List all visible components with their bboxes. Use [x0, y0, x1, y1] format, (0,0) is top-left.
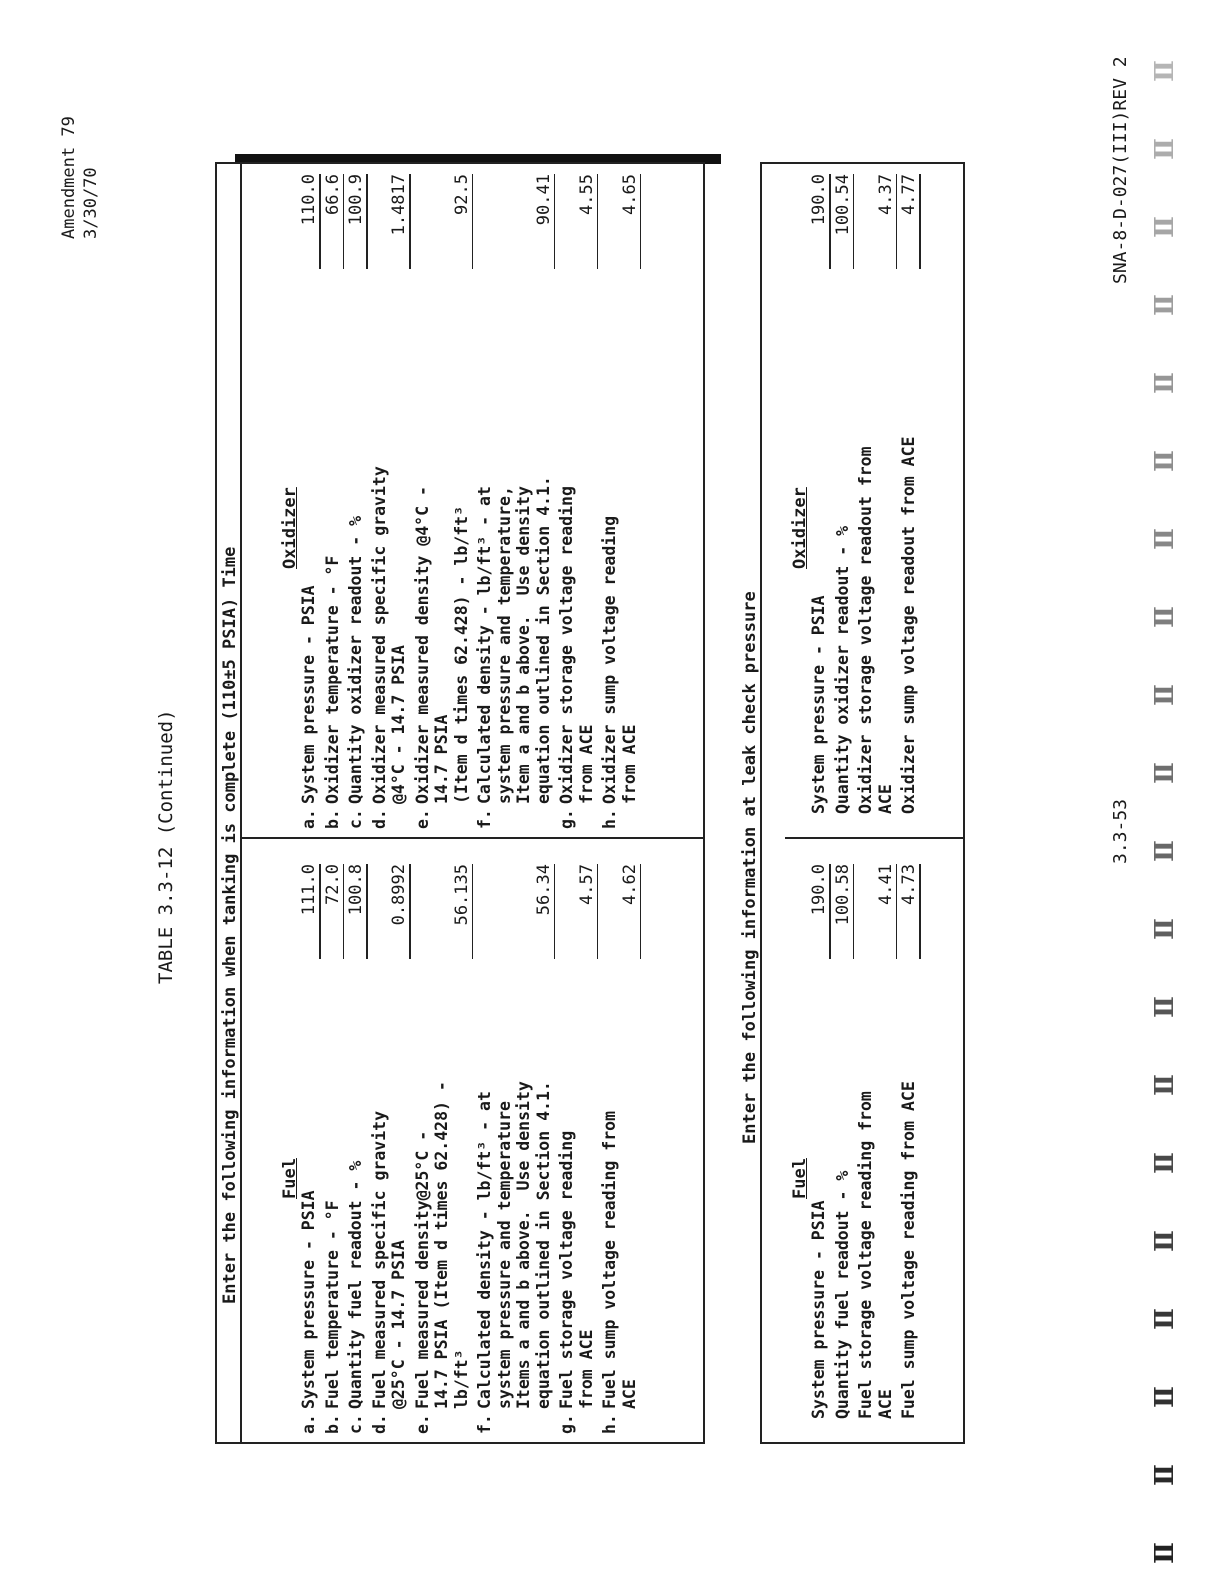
item-label-line: Quantity fuel readout - %	[832, 1170, 852, 1419]
item-label-line: System pressure - PSIA	[809, 595, 828, 814]
item-label-line: Calculated density - lb/ft³ - at	[475, 486, 494, 804]
table1-bottom-border	[703, 164, 705, 1444]
value-underline	[896, 174, 898, 269]
item-value: 4.73	[899, 864, 919, 905]
item-label-line: Items a and b above. Use density	[514, 1081, 533, 1409]
binder-mark: Ⅱ	[1150, 138, 1180, 160]
binder-mark: Ⅱ	[1150, 684, 1180, 706]
item-label-line: Quantity fuel readout - %	[346, 1160, 365, 1409]
section1-banner: Enter the following information when tanking is complete (110±5 PSIA) Time	[220, 546, 240, 1304]
value-underline	[853, 864, 855, 959]
amendment-date: 3/30/70	[81, 167, 101, 239]
item-label-line: ACE	[875, 1389, 895, 1419]
item-label-line: system pressure and temperature	[494, 1101, 514, 1409]
item-letter: g.	[557, 809, 576, 829]
table1-left-border	[215, 1442, 705, 1444]
table2-center-divider	[785, 837, 965, 839]
item-label-line: system pressure and temperature,	[494, 486, 514, 804]
value-underline	[554, 864, 556, 959]
item-letter: g.	[557, 1414, 576, 1434]
section2-banner: Enter the following information at leak check pressure	[740, 591, 760, 1144]
item-letter: d.	[369, 809, 389, 829]
value-underline	[640, 174, 642, 269]
value-underline	[919, 174, 921, 269]
item-value: 4.62	[619, 864, 640, 905]
value-underline	[366, 174, 368, 269]
table1-banner-rule	[240, 164, 242, 1444]
item-value: 100.8	[346, 864, 366, 916]
item-label-line: Calculated density - lb/ft³ - at	[475, 1091, 494, 1409]
table1-center-divider	[240, 837, 705, 839]
value-underline	[409, 174, 411, 269]
item-value: 4.65	[619, 174, 640, 215]
value-underline	[896, 864, 898, 959]
item-value: 100.9	[346, 174, 366, 226]
item-letter: a.	[299, 809, 318, 829]
binder-mark: Ⅱ	[1150, 1542, 1180, 1564]
item-label-line: @25°C - 14.7 PSIA	[389, 1240, 408, 1409]
item-value: 190.0	[809, 864, 829, 916]
item-label-line: System pressure - PSIA	[299, 1190, 318, 1409]
table-title: TABLE 3.3-12 (Continued)	[155, 709, 177, 984]
item-label-line: Fuel sump voltage reading from	[600, 1110, 619, 1409]
item-label-line: 14.7 PSIA	[432, 714, 451, 804]
item-label-line: equation outlined in Section 4.1.	[533, 1081, 553, 1409]
binder-mark: Ⅱ	[1150, 918, 1180, 940]
binder-mark: Ⅱ	[1150, 450, 1180, 472]
item-label-line: ACE	[619, 1379, 639, 1409]
item-label-line: Fuel temperature - °F	[322, 1200, 342, 1409]
item-value: 56.34	[533, 864, 554, 916]
table2-bottom-border	[963, 164, 965, 1444]
item-label-line: Oxidizer storage voltage readout from	[856, 446, 875, 814]
item-value: 56.135	[451, 864, 472, 926]
table1-top-border	[215, 164, 217, 1444]
value-underline	[554, 174, 556, 269]
value-underline	[829, 864, 831, 959]
binder-mark: Ⅱ	[1150, 1464, 1180, 1486]
value-underline	[472, 864, 474, 959]
item-label-line: from ACE	[619, 724, 639, 804]
item-value: 111.0	[299, 864, 319, 916]
item-letter: b.	[322, 1414, 342, 1434]
binder-mark: Ⅱ	[1150, 606, 1180, 628]
item-label-line: lb/ft³	[451, 1349, 471, 1409]
value-underline	[343, 864, 345, 959]
table2-top-border	[760, 164, 762, 1444]
item-label-line: 14.7 PSIA (Item d times 62.428) -	[432, 1081, 451, 1409]
value-underline	[409, 864, 411, 959]
value-underline	[319, 174, 321, 269]
value-underline	[472, 174, 474, 269]
item-label-line: Oxidizer sump voltage reading	[600, 515, 619, 804]
item-value: 4.37	[875, 174, 896, 215]
item-label-line: Fuel measured density@25°C -	[412, 1130, 432, 1409]
binder-mark: Ⅱ	[1150, 1230, 1180, 1252]
amendment-label: Amendment 79	[59, 116, 79, 239]
item-value: 4.57	[576, 864, 597, 905]
value-underline	[597, 174, 599, 269]
item-letter: c.	[346, 1414, 365, 1434]
item-value: 72.0	[322, 864, 343, 905]
item-label-line: Fuel storage voltage reading	[557, 1130, 576, 1409]
binder-mark: Ⅱ	[1150, 1386, 1180, 1408]
binder-mark: Ⅱ	[1150, 1308, 1180, 1330]
value-underline	[640, 864, 642, 959]
item-label-line: equation outlined in Section 4.1.	[533, 476, 553, 804]
section1-fuel-heading: Fuel	[280, 1158, 300, 1199]
item-value: 110.0	[299, 174, 319, 226]
item-value: 66.6	[322, 174, 343, 215]
table2-right-border	[760, 162, 965, 164]
item-value: 1.4817	[389, 174, 409, 236]
binder-mark: Ⅱ	[1150, 372, 1180, 394]
item-letter: c.	[346, 809, 365, 829]
item-label-line: System pressure - PSIA	[299, 585, 318, 804]
table2-left-border	[760, 1442, 965, 1444]
item-letter: d.	[369, 1414, 389, 1434]
page-number: 3.3-53	[1110, 798, 1131, 864]
item-label-line: Fuel storage voltage reading from	[856, 1091, 875, 1419]
binder-marks	[1150, 4, 1190, 1564]
item-value: 190.0	[809, 174, 829, 226]
item-value: 92.5	[451, 174, 472, 215]
value-underline	[829, 174, 831, 269]
section1-oxidizer-heading: Oxidizer	[280, 487, 300, 569]
value-underline	[853, 174, 855, 269]
item-label-line: Quantity oxidizer readout - %	[346, 515, 365, 804]
item-value: 100.54	[832, 174, 853, 236]
item-label-line: from ACE	[576, 724, 596, 804]
item-label-line: System pressure - PSIA	[809, 1200, 828, 1419]
binder-mark: Ⅱ	[1150, 294, 1180, 316]
item-value: 4.55	[576, 174, 597, 215]
binder-mark: Ⅱ	[1150, 840, 1180, 862]
binder-mark: Ⅱ	[1150, 1152, 1180, 1174]
binder-mark: Ⅱ	[1150, 1074, 1180, 1096]
item-label-line: Oxidizer sump voltage readout from ACE	[899, 436, 918, 814]
value-underline	[343, 174, 345, 269]
item-value: 4.77	[899, 174, 919, 215]
item-label-line: from ACE	[576, 1329, 596, 1409]
section2-fuel-heading: Fuel	[790, 1158, 810, 1199]
item-label-line: Item a and b above. Use density	[514, 486, 533, 804]
section2-oxidizer-heading: Oxidizer	[790, 487, 810, 569]
value-underline	[319, 864, 321, 959]
item-label-line: Oxidizer measured specific gravity	[369, 466, 389, 804]
item-letter: a.	[299, 1414, 318, 1434]
binder-mark: Ⅱ	[1150, 528, 1180, 550]
document-id: SNA-8-D-027(III)REV 2	[1110, 56, 1131, 284]
value-underline	[919, 864, 921, 959]
item-label-line: Fuel measured specific gravity	[369, 1110, 389, 1409]
item-letter: h.	[600, 809, 619, 829]
item-label-line: Quantity oxidizer readout - %	[832, 525, 852, 814]
item-label-line: ACE	[875, 784, 895, 814]
item-label-line: (Item d times 62.428) - lb/ft³	[451, 505, 471, 804]
item-letter: b.	[322, 809, 342, 829]
binder-mark: Ⅱ	[1150, 762, 1180, 784]
binder-mark: Ⅱ	[1150, 996, 1180, 1018]
item-label-line: Oxidizer temperature - °F	[322, 555, 342, 804]
item-value: 0.8992	[389, 864, 409, 926]
item-value: 90.41	[533, 174, 554, 226]
binder-mark: Ⅱ	[1150, 60, 1180, 82]
item-label-line: @4°C - 14.7 PSIA	[389, 645, 408, 804]
item-value: 4.41	[875, 864, 896, 905]
item-letter: f.	[475, 809, 494, 829]
item-value: 100.58	[832, 864, 853, 926]
binder-mark: Ⅱ	[1150, 216, 1180, 238]
item-letter: h.	[600, 1414, 619, 1434]
value-underline	[597, 864, 599, 959]
item-letter: f.	[475, 1414, 494, 1434]
item-letter: e.	[412, 809, 432, 829]
item-letter: e.	[412, 1414, 432, 1434]
item-label-line: Fuel sump voltage reading from ACE	[899, 1081, 918, 1419]
table1-right-border	[215, 162, 705, 164]
item-label-line: Oxidizer storage voltage reading	[557, 486, 576, 804]
value-underline	[366, 864, 368, 959]
item-label-line: Oxidizer measured density @4°C -	[412, 486, 432, 804]
